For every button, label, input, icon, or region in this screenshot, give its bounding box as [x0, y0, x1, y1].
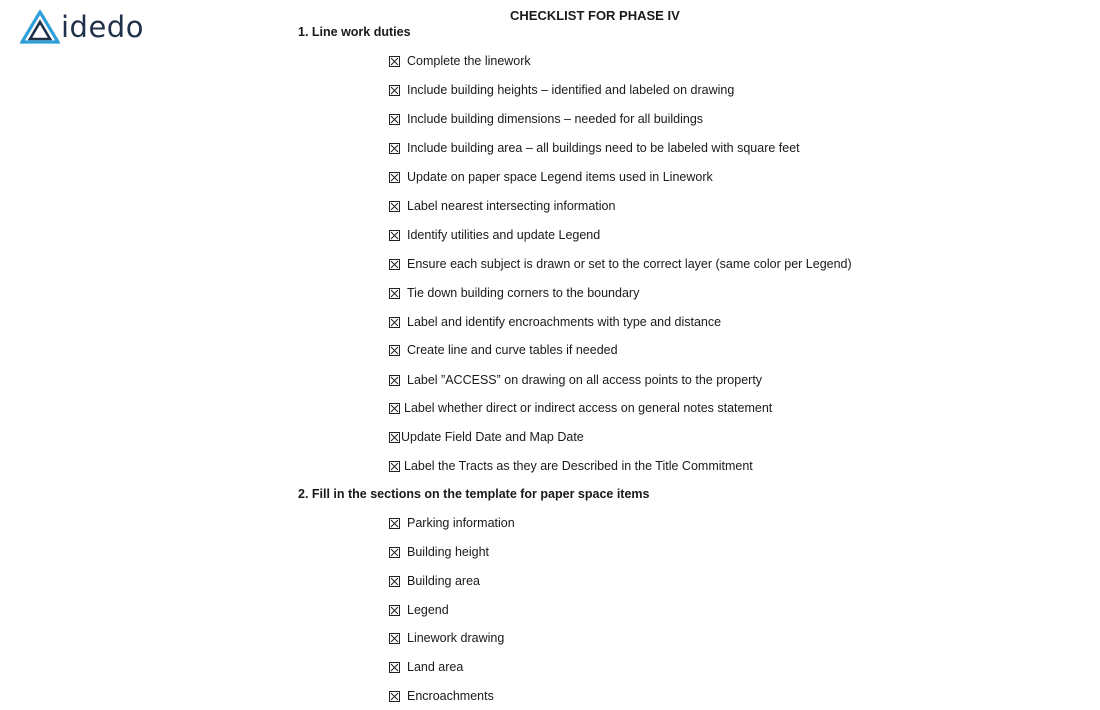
checklist-item	[389, 629, 504, 647]
checklist-item-label: Include building heights – identified and labeled on drawing	[407, 83, 735, 97]
checked-box-icon	[389, 230, 400, 241]
checklist-item-label: Include building area – all buildings need to be labeled with square feet	[407, 141, 800, 155]
checklist-item	[389, 341, 618, 359]
checklist-item-label: Label ”ACCESS” on drawing on all access points to the property	[407, 373, 763, 387]
section-heading-line-work: 1. Line work duties	[298, 25, 411, 39]
checked-box-icon	[389, 633, 400, 644]
checked-box-icon	[389, 461, 400, 472]
checklist-item	[389, 284, 639, 302]
checked-box-icon	[389, 56, 400, 67]
checked-box-icon	[389, 576, 400, 587]
checked-box-icon	[389, 317, 400, 328]
checked-box-icon	[389, 662, 400, 673]
checklist-item	[389, 658, 463, 676]
aidedo-logo-icon	[20, 10, 60, 44]
checklist-item	[389, 255, 852, 273]
checked-box-icon	[389, 547, 400, 558]
section-heading-paper-space: 2. Fill in the sections on the template for paper space items	[298, 487, 650, 501]
checklist-item-label: Tie down building corners to the boundary	[407, 286, 640, 300]
checklist-item	[389, 601, 449, 619]
document-title: CHECKLIST FOR PHASE IV	[510, 8, 680, 23]
checklist-item-label: Building height	[407, 545, 490, 559]
checklist-item	[389, 313, 721, 331]
checklist-item-label: Linework drawing	[407, 631, 505, 645]
checked-box-icon	[389, 345, 400, 356]
checked-box-icon	[389, 518, 400, 529]
checklist-item	[389, 428, 584, 446]
checked-box-icon	[389, 172, 400, 183]
checked-box-icon	[389, 288, 400, 299]
checklist-item	[389, 399, 772, 417]
checklist-item-label: Label whether direct or indirect access on general notes statement	[404, 401, 773, 415]
checklist-item	[389, 197, 615, 215]
checklist-item	[389, 457, 753, 475]
checklist-item-label: Ensure each subject is drawn or set to the correct layer (same color per Legend)	[407, 257, 852, 271]
checklist-item-label: Identify utilities and update Legend	[407, 228, 601, 242]
checklist-item	[389, 168, 713, 186]
checked-box-icon	[389, 403, 400, 414]
checked-box-icon	[389, 143, 400, 154]
logo-wordmark: idedo	[61, 10, 144, 44]
checklist-item	[389, 52, 531, 70]
checklist-item-label: Complete the linework	[407, 54, 531, 68]
checked-box-icon	[389, 114, 400, 125]
checklist-item	[389, 572, 480, 590]
checklist-item	[389, 543, 489, 561]
company-logo	[20, 9, 144, 45]
checklist-item	[389, 110, 703, 128]
checklist-item-label: Label the Tracts as they are Described in the Title Commitment	[404, 459, 753, 473]
checked-box-icon	[389, 85, 400, 96]
checklist-item-label: Update on paper space Legend items used in Linework	[407, 170, 713, 184]
checked-box-icon	[389, 375, 400, 386]
checklist-item-label: Land area	[407, 660, 464, 674]
checked-box-icon	[389, 605, 400, 616]
checklist-item	[389, 687, 494, 705]
checklist-item-label: Parking information	[407, 516, 515, 530]
checklist-item-label: Update Field Date and Map Date	[401, 430, 584, 444]
checklist-item-label: Label nearest intersecting information	[407, 199, 616, 213]
checklist-item	[389, 514, 515, 532]
checklist-item-label: Building area	[407, 574, 480, 588]
checklist-item	[389, 226, 600, 244]
checklist-item	[389, 371, 762, 389]
checklist-item-label: Legend	[407, 603, 449, 617]
checklist-item-label: Include building dimensions – needed for all buildings	[407, 112, 704, 126]
checked-box-icon	[389, 259, 400, 270]
checked-box-icon	[389, 432, 400, 443]
checklist-item-label: Create line and curve tables if needed	[407, 343, 618, 357]
checklist-item	[389, 139, 800, 157]
checklist-item	[389, 81, 734, 99]
checklist-item-label: Label and identify encroachments with type and distance	[407, 315, 722, 329]
checked-box-icon	[389, 201, 400, 212]
checklist-item-label: Encroachments	[407, 689, 494, 703]
checked-box-icon	[389, 691, 400, 702]
